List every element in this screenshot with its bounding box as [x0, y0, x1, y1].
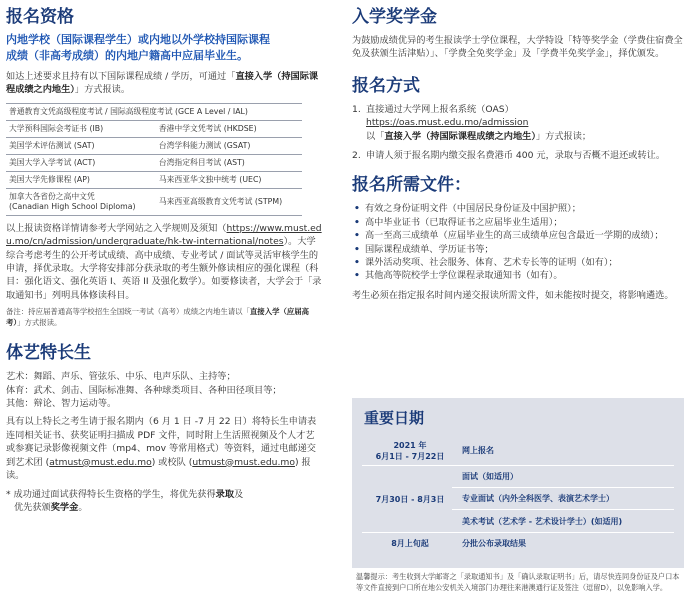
talent-title: 体艺特长生 [6, 343, 91, 364]
documents-note: 考生必须在指定报名时间内递交报读所需文件，如未能按时提交，将影响遴选。 [352, 289, 674, 301]
admission-intro: 如达上述要求且持有以下国际课程成绩 / 学历，可通过「直接入学（持国际课程成绩之内地生）」方式报读。 [6, 71, 319, 96]
table-row: 7月30日 - 8月3日 面试（如适用） 专业面试（内外全科医学、表演艺术学士） 美术考试（艺术学 - 艺术设计学士）(如适用) [362, 466, 674, 533]
admission-subtitle: 内地学校（国际课程学生）或内地以外学校持国际课程 成绩（非高考成绩）的内地户籍高中应届毕业生。 [6, 33, 270, 62]
table-row: 美国大学先修课程 (AP) 马来西亚华文独中统考 (UEC) [6, 171, 302, 188]
list-item: • 高一至高三成绩单（应届毕业生的高三成绩单应包含最近一学期的成绩）； [352, 229, 684, 242]
documents-list [352, 202, 684, 282]
apply-method-list [352, 103, 684, 163]
dates-table [362, 436, 674, 553]
list-item: • 国际课程成绩单、学历证书等； [352, 243, 684, 256]
talent-categories: 艺术：舞蹈、声乐、管弦乐、中乐、电声乐队、主持等； 体育：武术、剑击、国际标准舞、各种球类项目、各种田径项目等； 其他：辩论、智力运动等。 [6, 371, 282, 410]
table-row: 大学预科国际会考证书 (IB) 香港中学文凭考试 (HKDSE) [6, 120, 302, 137]
list-item: 2. 申请人须于报名期内缴交报名费港币 400 元，录取与否概不退还或转让。 [352, 150, 666, 162]
list-item: • 其他高等院校学士学位课程录取通知书（如有）。 [352, 269, 684, 282]
date-event: 专业面试（内外全科医学、表演艺术学士） [452, 488, 674, 510]
documents-title: 报名所需文件： [352, 175, 471, 196]
team-email-link[interactable]: utmust@must.edu.mo [192, 456, 295, 468]
left-column [6, 0, 322, 514]
table-row: 2021 年 6月1日 - 7月22日 网上报名 [362, 436, 674, 466]
admission-title: 报名资格 [6, 7, 74, 27]
right-column [352, 0, 684, 302]
dates-title: 重要日期 [364, 409, 425, 427]
oas-link[interactable]: https://oas.must.edu.mo/admission [366, 117, 529, 129]
table-row: 加拿大各省份之高中文凭 (Canadian High School Diploma) 马来西亚高级教育文凭考试 (STPM) [6, 188, 302, 215]
list-item: • 高中毕业证书（已取得证书之应届毕业生适用）； [352, 216, 684, 229]
table-row: 8月上旬起 分批公布录取结果 [391, 538, 526, 548]
important-dates-panel [352, 398, 684, 568]
qualification-table [6, 103, 302, 216]
table-row: 普通教育文凭高级程度考试 / 国际高级程度考试 (GCE A Level / IAL) [6, 103, 302, 120]
admission-notes-link[interactable]: https://www.must.edu.mo/cn/admission/undergraduate/hk-tw-international/notes [6, 222, 322, 248]
list-item: • 有效之身份证明文件（中国居民身份证及中国护照）； [352, 202, 684, 215]
talent-instructions: 具有以上特长之考生请于报名期内（6 月 1 日 -7 月 22 日）将特长生申请表连同相关证书、获奖证明扫描成 PDF 文件，同时附上生活照视频及个人才艺或参赛记录影像视频文件（mp4、mov 等常用格式）等资料，通过电邮递交到艺术团 (atmust@must.edu.mo) 或校队 (utmust@must.edu.mo) 报读。 [6, 416, 317, 482]
talent-footnote: * 成功通过面试获得特长生资格的学生，将优先获得录取及 优先获颁奖学金。 [6, 488, 244, 513]
scholarship-title: 入学奖学金 [352, 7, 437, 27]
dates-footnote: 温馨提示：考生收到大学邮寄之「录取通知书」及「确认录取证明书」后，请尽快连同身份证及户口本等文件直接到户口所在地公安机关入境部门办理往来港澳通行证及签注（逗留D），以免影响入学。 [356, 572, 680, 592]
apply-method-title: 报名方式 [352, 75, 420, 96]
arts-email-link[interactable]: atmust@must.edu.mo [49, 456, 152, 468]
list-item: • 课外活动奖项、社会服务、体育、艺术专长等的证明（如有）； [352, 256, 684, 269]
table-row: 美国学术评估测试 (SAT) 台湾学科能力测试 (GSAT) [6, 137, 302, 154]
scholarship-text: 为鼓励成绩优异的考生报读学士学位课程，大学特设「特等奖学金（学费住宿费全免及获颁生活津贴）」、「学费全免奖学金」及「学费半免奖学金」，择优颁发。 [352, 35, 683, 60]
table-row: 美国大学入学考试 (ACT) 台湾指定科目考试 (AST) [6, 154, 302, 171]
admission-details: 以上报读资格详情请参考大学网站之入学规则及须知（https://www.must.edu.mo/cn/admission/undergraduate/hk-tw-international/notes）。大学综合考虑考生的公开考试成绩、高中成绩、专业考试 / 面试等灵活审核学生的申请，择优录取。大学将安排部分获录取的考生额外修读相应的强化课程（科目：强化语文、强化英语 I、英语 II 及强化数学）。如要修读者，大学会于「录取通知书」列明具体修读科目。 [6, 222, 322, 301]
list-item: 1. 直接通过大学网上报名系统（OAS） https://oas.must.edu.mo/admission 以「直接入学（持国际课程成绩之内地生）」方式报读； [352, 103, 684, 143]
admission-remark: 备注：持应届普通高等学校招生全国统一考试（高考）成绩之内地生请以「直接入学（应届高考）」方式报读。 [6, 307, 310, 328]
date-event: 美术考试（艺术学 - 艺术设计学士）(如适用) [462, 516, 623, 526]
date-event: 面试（如适用） [452, 466, 674, 488]
